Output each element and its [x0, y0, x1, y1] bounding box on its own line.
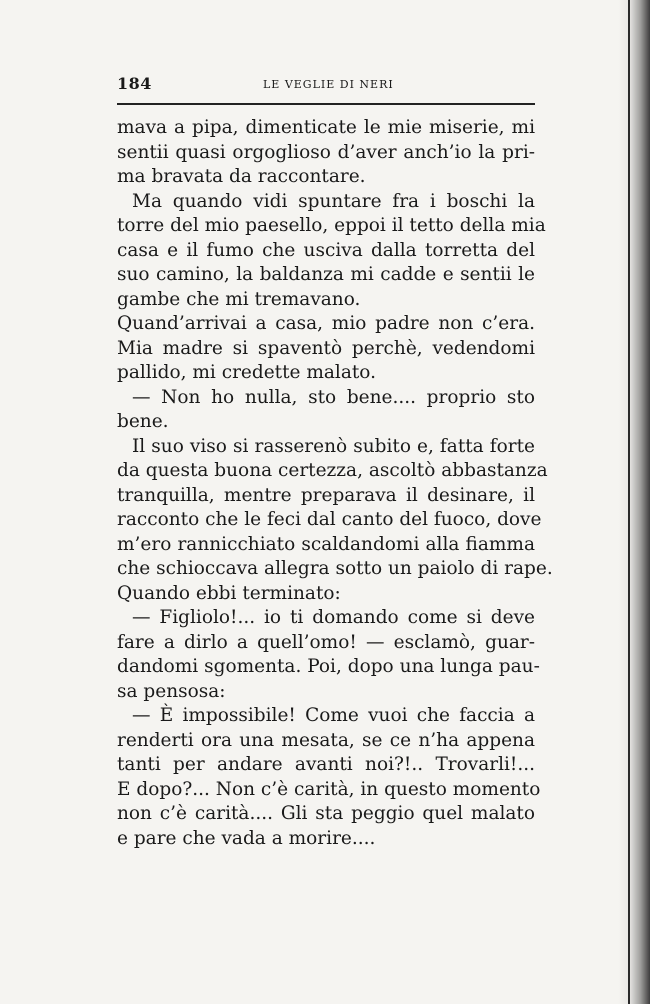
- text-line: Quando ebbi terminato:: [117, 582, 341, 604]
- text-line: m’ero rannicchiato scaldandomi alla fiamma: [117, 533, 535, 555]
- text-line: che schioccava allegra sotto un paiolo di rape.: [117, 558, 553, 579]
- text-line: gambe che mi tremavano.: [117, 288, 361, 310]
- page-number: 184: [117, 74, 152, 93]
- running-head: [117, 74, 535, 96]
- text-line: — È impossibile! Come vuoi che faccia a: [132, 705, 535, 726]
- text-line: Il suo viso si rasserenò subito e, fatta forte: [132, 435, 535, 457]
- text-line: sa pensosa:: [117, 680, 226, 702]
- text-line: dandomi sgomenta. Poi, dopo una lunga pau-: [117, 656, 540, 677]
- text-line: ma bravata da raccontare.: [117, 166, 366, 187]
- text-line: casa e il fumo che usciva dalla torretta del: [117, 239, 535, 261]
- text-line: non c’è carità.... Gli sta peggio quel malato: [117, 803, 535, 824]
- text-line: — Figliolo!... io ti domando come si deve: [132, 607, 535, 628]
- text-line: suo camino, la baldanza mi cadde e sentii le: [117, 264, 535, 285]
- spine-edge: [628, 0, 630, 1004]
- text-line: pallido, mi credette malato.: [117, 362, 376, 383]
- text-line: e pare che vada a morire....: [117, 827, 376, 849]
- text-line: da questa buona certezza, ascoltò abbastanza: [117, 460, 548, 481]
- spine-shadow: [618, 0, 650, 1004]
- text-line: mava a pipa, dimenticate le mie miserie, mi: [117, 117, 535, 138]
- text-line: sentii quasi orgoglioso d’aver anch’io la pri-: [117, 141, 535, 163]
- text-line: Quand’arrivai a casa, mio padre non c’era.: [117, 313, 535, 334]
- text-line: bene.: [117, 411, 169, 432]
- text-line: fare a dirlo a quell’omo! — esclamò, guar-: [117, 631, 535, 653]
- text-line: Mia madre si spaventò perchè, vedendomi: [117, 337, 535, 359]
- text-line: Ma quando vidi spuntare fra i boschi la: [132, 190, 535, 212]
- text-line: renderti ora una mesata, se ce n’ha appena: [117, 729, 535, 751]
- header-rule: [117, 103, 535, 105]
- body-text: [117, 116, 553, 851]
- running-title: LE VEGLIE DI NERI: [263, 78, 394, 91]
- text-line: racconto che le feci dal canto del fuoco, dove: [117, 509, 542, 530]
- text-line: tanti per andare avanti noi?!.. Trovarli!...: [117, 754, 535, 775]
- text-line: tranquilla, mentre preparava il desinare, il: [117, 484, 535, 506]
- text-line: E dopo?... Non c’è carità, in questo momento: [117, 778, 541, 800]
- text-line: — Non ho nulla, sto bene.... proprio sto: [132, 386, 535, 408]
- text-line: torre del mio paesello, eppoi il tetto della mia: [117, 215, 546, 236]
